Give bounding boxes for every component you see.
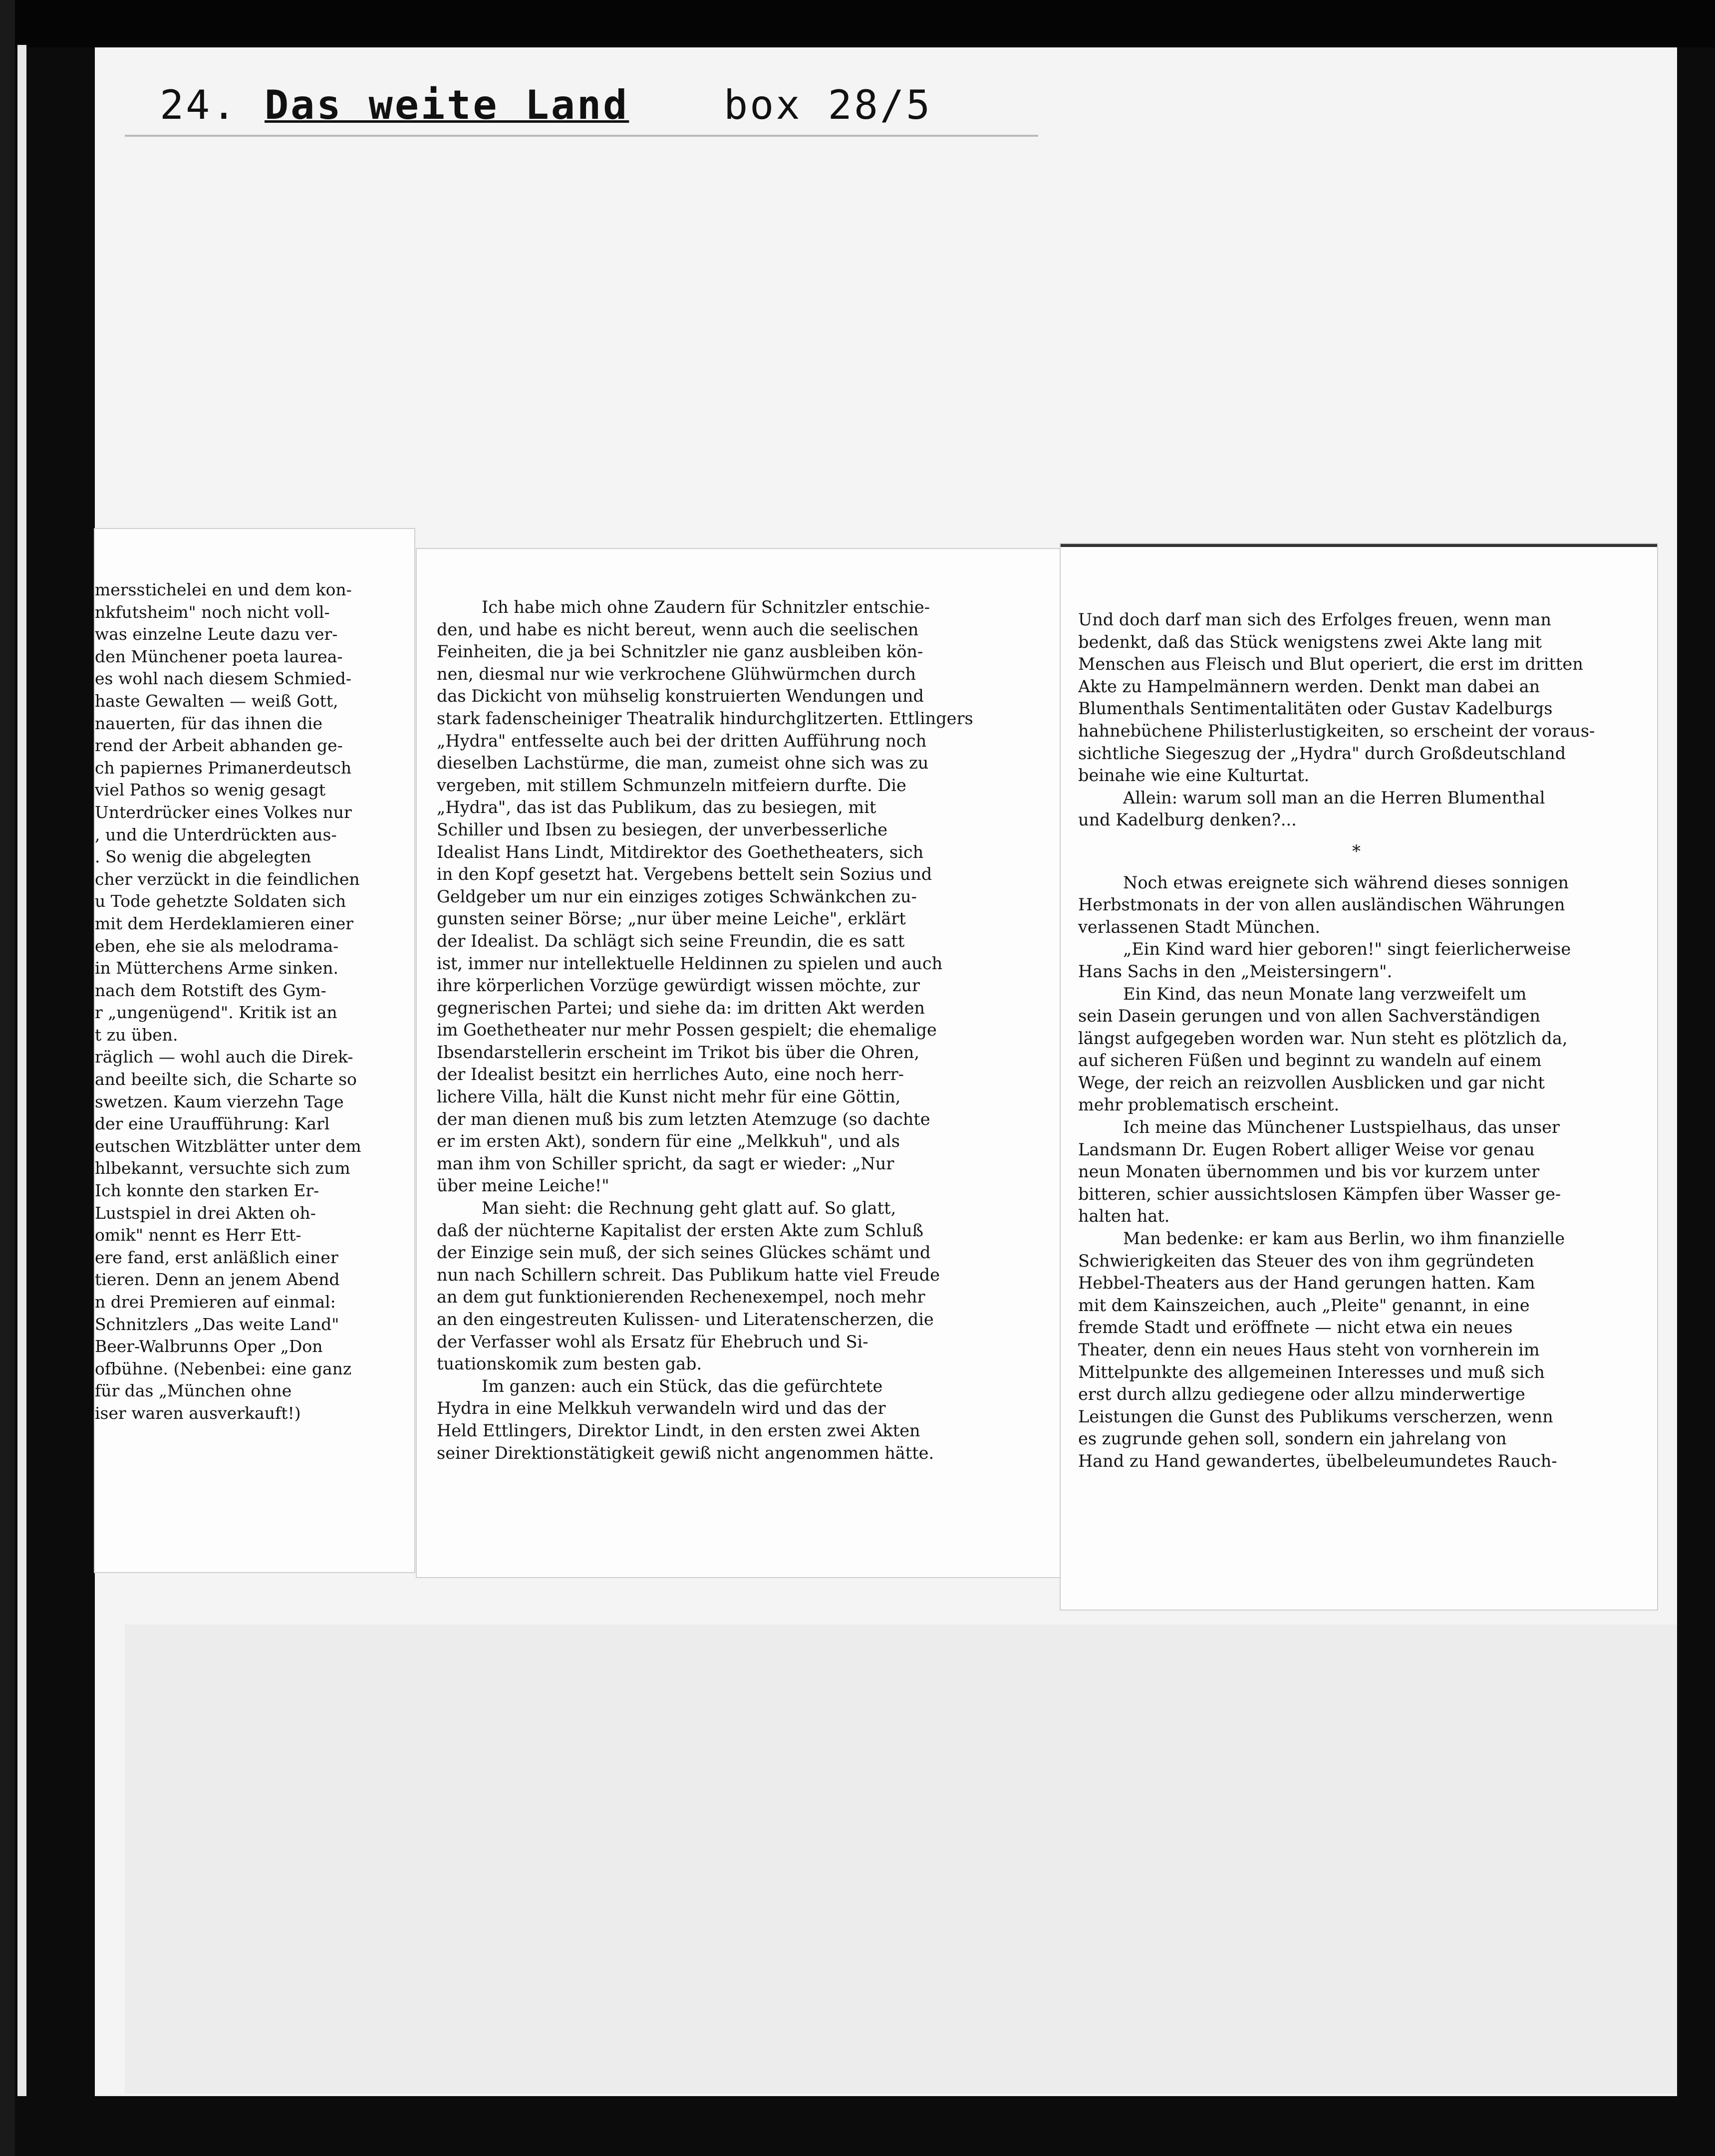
- text-line: swetzen. Kaum vierzehn Tage: [95, 1091, 344, 1111]
- text-line: Held Ettlingers, Direktor Lindt, in den ersten zwei Akten: [437, 1420, 920, 1440]
- text-line: Herbstmonats in der von allen ausländischen Währungen: [1078, 895, 1565, 915]
- text-line: . So wenig die abgelegten: [95, 847, 311, 867]
- text-line: eutschen Witzblätter unter dem: [95, 1136, 361, 1156]
- text-line: räglich — wohl auch die Direk-: [95, 1047, 353, 1067]
- text-line: nun nach Schillern schreit. Das Publikum hatte viel Freude: [437, 1265, 940, 1285]
- text-line: Man sieht: die Rechnung geht glatt auf. So glatt,: [482, 1198, 896, 1218]
- text-line: Wege, der reich an reizvollen Ausblicken und gar nicht: [1078, 1073, 1545, 1092]
- text-line: verlassenen Stadt München.: [1078, 917, 1321, 937]
- text-line: beinahe wie eine Kulturtat.: [1078, 766, 1310, 786]
- text-line: hlbekannt, versuchte sich zum: [95, 1158, 350, 1178]
- text-line: haste Gewalten — weiß Gott,: [95, 691, 338, 711]
- text-line: Hans Sachs in den „Meistersingern".: [1078, 961, 1393, 981]
- text-line: Lustspiel in drei Akten oh-: [95, 1203, 316, 1223]
- text-line: in den Kopf gesetzt hat. Vergebens bettelt sein Sozius und: [437, 864, 932, 884]
- text-line: Ich konnte den starken Er-: [95, 1181, 319, 1201]
- text-line: Schwierigkeiten das Steuer des von ihm gegründeten: [1078, 1251, 1534, 1271]
- text-line: Blumenthals Sentimentalitäten oder Gustav Kadelburgs: [1078, 699, 1553, 719]
- text-line: den, und habe es nicht bereut, wenn auch die seelischen: [437, 619, 919, 639]
- text-line: er im ersten Akt), sondern für eine „Melkkuh", und als: [437, 1131, 900, 1151]
- text-line: Allein: warum soll man an die Herren Blumenthal: [1123, 788, 1545, 808]
- text-line: Menschen aus Fleisch und Blut operiert, die erst im dritten: [1078, 654, 1583, 674]
- text-line: omik" nennt es Herr Ett-: [95, 1225, 301, 1245]
- text-line: Unterdrücker eines Volkes nur: [95, 802, 352, 822]
- text-line: gegnerischen Partei; und siehe da: im dritten Akt werden: [437, 998, 925, 1018]
- text-line: Im ganzen: auch ein Stück, das die gefürchtete: [482, 1376, 883, 1396]
- text-line: neun Monaten übernommen und bis vor kurzem unter: [1078, 1162, 1540, 1182]
- text-line: n drei Premieren auf einmal:: [95, 1292, 336, 1312]
- text-line: für das „München ohne: [95, 1381, 292, 1401]
- text-line: cher verzückt in die feindlichen: [95, 869, 360, 889]
- text-line: erst durch allzu gediegene oder allzu minderwertige: [1078, 1384, 1525, 1404]
- text-line: Feinheiten, die ja bei Schnitzler nie ganz ausbleiben kön-: [437, 642, 923, 662]
- text-line: an dem gut funktionierenden Rechenexempel, noch mehr: [437, 1287, 925, 1307]
- text-line: rend der Arbeit abhanden ge-: [95, 736, 343, 756]
- text-line: der Verfasser wohl als Ersatz für Ehebruch und Si-: [437, 1332, 868, 1351]
- text-line: Mittelpunkte des allgemeinen Interesses und muß sich: [1078, 1362, 1545, 1382]
- text-line: lichere Villa, hält die Kunst nicht mehr für eine Göttin,: [437, 1087, 901, 1107]
- text-line: mersstichelei en und dem kon-: [95, 580, 352, 599]
- text-line: der Idealist. Da schlägt sich seine Freundin, die es satt: [437, 931, 905, 951]
- text-line: auf sicheren Füßen und beginnt zu wandeln auf einem: [1078, 1051, 1542, 1071]
- header-rule: [125, 135, 1038, 137]
- text-line: dieselben Lachstürme, die man, zumeist ohne sich was zu: [437, 753, 929, 773]
- text-line: Theater, denn ein neues Haus steht von vornherein im: [1078, 1340, 1540, 1359]
- text-line: daß der nüchterne Kapitalist der ersten Akte zum Schluß: [437, 1220, 924, 1240]
- text-line: ofbühne. (Nebenbei: eine ganz: [95, 1358, 352, 1378]
- text-line: stark fadenscheiniger Theatralik hindurchglitzerten. Ettlingers: [437, 708, 973, 728]
- text-line: bitteren, schier aussichtslosen Kämpfen über Wasser ge-: [1078, 1184, 1561, 1204]
- text-line: u Tode gehetzte Soldaten sich: [95, 891, 346, 911]
- text-line: tuationskomik zum besten gab.: [437, 1354, 702, 1374]
- text-line: Ich habe mich ohne Zaudern für Schnitzler entschie-: [482, 597, 930, 617]
- text-line: mit dem Herdeklamieren einer: [95, 913, 354, 933]
- text-line: nach dem Rotstift des Gym-: [95, 980, 326, 1000]
- sheet-backing: [125, 1624, 1677, 2094]
- text-line: an den eingestreuten Kulissen- und Literatenscherzen, die: [437, 1310, 934, 1329]
- archive-sheet: [95, 47, 1677, 2096]
- clipping-top-edge: [1061, 544, 1657, 547]
- text-line: Akte zu Hampelmännern werden. Denkt man dabei an: [1078, 676, 1540, 696]
- text-line: „Hydra", das ist das Publikum, das zu besiegen, mit: [437, 798, 876, 817]
- text-line: sichtliche Siegeszug der „Hydra" durch Großdeutschland: [1078, 743, 1566, 763]
- clipping-middle: [417, 549, 1061, 1577]
- text-line: Schnitzlers „Das weite Land": [95, 1314, 339, 1334]
- text-line: Hebbel-Theaters aus der Hand gerungen hatten. Kam: [1078, 1273, 1535, 1293]
- text-line: *: [1352, 841, 1361, 861]
- text-line: viel Pathos so wenig gesagt: [95, 780, 326, 800]
- text-line: es zugrunde gehen soll, sondern ein jahrelang von: [1078, 1429, 1507, 1449]
- text-line: Geldgeber um nur ein einziges zotiges Schwänkchen zu-: [437, 886, 917, 906]
- text-line: hahnebüchene Philisterlustigkeiten, so erscheint der voraus-: [1078, 721, 1595, 741]
- text-line: ch papiernes Primanerdeutsch: [95, 758, 352, 778]
- text-line: Leistungen die Gunst des Publikums verscherzen, wenn: [1078, 1406, 1553, 1426]
- text-line: Hydra in eine Melkkuh verwandeln wird und das der: [437, 1398, 886, 1418]
- text-line: der eine Uraufführung: Karl: [95, 1114, 330, 1134]
- column-left: [95, 579, 387, 1547]
- text-line: Man bedenke: er kam aus Berlin, wo ihm finanzielle: [1123, 1229, 1565, 1249]
- text-line: tieren. Denn an jenem Abend: [95, 1270, 340, 1290]
- column-right: [1078, 609, 1635, 1597]
- text-line: mit dem Kainszeichen, auch „Pleite" genannt, in eine: [1078, 1295, 1530, 1315]
- column-middle: [437, 596, 1031, 1562]
- text-line: bedenkt, daß das Stück wenigstens zwei Akte lang mit: [1078, 632, 1542, 652]
- text-line: es wohl nach diesem Schmied-: [95, 669, 351, 689]
- text-line: ere fand, erst anläßlich einer: [95, 1247, 338, 1267]
- text-line: Schiller und Ibsen zu besiegen, der unverbesserliche: [437, 819, 888, 839]
- text-line: sein Dasein gerungen und von allen Sachverständigen: [1078, 1006, 1540, 1026]
- header-number: 24.: [160, 81, 238, 128]
- text-line: ihre körperlichen Vorzüge gewürdigt wissen möchte, zur: [437, 976, 920, 996]
- text-line: Ich meine das Münchener Lustspielhaus, das unser: [1123, 1117, 1560, 1137]
- text-line: Idealist Hans Lindt, Mitdirektor des Goethetheaters, sich: [437, 842, 924, 862]
- text-line: mehr problematisch erscheint.: [1078, 1095, 1340, 1115]
- text-line: Noch etwas ereignete sich während dieses sonnigen: [1123, 872, 1569, 892]
- text-line: nkfutsheim" noch nicht voll-: [95, 602, 330, 622]
- text-line: was einzelne Leute dazu ver-: [95, 624, 338, 644]
- text-line: fremde Stadt und eröffnete — nicht etwa ein neues: [1078, 1318, 1513, 1338]
- text-line: der Einzige sein muß, der sich seines Glückes schämt und: [437, 1243, 931, 1263]
- text-line: Ibsendarstellerin erscheint im Trikot bis über die Ohren,: [437, 1042, 920, 1062]
- text-line: das Dickicht von mühselig konstruierten Wendungen und: [437, 686, 924, 706]
- text-line: and beeilte sich, die Scharte so: [95, 1070, 357, 1089]
- text-line: „Hydra" entfesselte auch bei der dritten Aufführung noch: [437, 731, 927, 751]
- text-line: Und doch darf man sich des Erfolges freuen, wenn man: [1078, 610, 1551, 629]
- clipping-right: [1061, 544, 1657, 1610]
- text-line: der Idealist besitzt ein herrliches Auto, eine noch herr-: [437, 1065, 904, 1084]
- text-line: r „ungenügend". Kritik ist an: [95, 1003, 337, 1023]
- text-line: über meine Leiche!": [437, 1176, 609, 1196]
- text-line: längst aufgegeben worden war. Nun steht es plötzlich da,: [1078, 1028, 1568, 1048]
- text-line: nen, diesmal nur wie verkrochene Glühwürmchen durch: [437, 664, 916, 684]
- text-line: seiner Direktionstätigkeit gewiß nicht angenommen hätte.: [437, 1443, 934, 1463]
- text-line: man ihm von Schiller spricht, da sagt er wieder: „Nur: [437, 1153, 894, 1173]
- clipping-left: [95, 529, 414, 1572]
- text-line: Hand zu Hand gewandertes, übelbeleumundetes Rauch-: [1078, 1451, 1557, 1471]
- film-edge-left: [0, 0, 15, 2156]
- text-line: halten hat.: [1078, 1206, 1170, 1226]
- header-title: Das weite Land: [265, 81, 629, 128]
- text-line: und Kadelburg denken?...: [1078, 810, 1297, 830]
- text-line: im Goethetheater nur mehr Possen gespielt; die ehemalige: [437, 1020, 937, 1040]
- text-line: , und die Unterdrückten aus-: [95, 824, 337, 844]
- text-line: vergeben, mit stillem Schmunzeln mitfeiern durfte. Die: [437, 775, 906, 795]
- header-box: box 28/5: [724, 81, 932, 128]
- text-line: nauerten, für das ihnen die: [95, 713, 323, 733]
- text-line: der man dienen muß bis zum letzten Atemzuge (so dachte: [437, 1109, 930, 1129]
- text-line: den Münchener poeta laurea-: [95, 646, 343, 666]
- film-edge-top: [0, 0, 1715, 47]
- text-line: „Ein Kind ward hier geboren!" singt feierlicherweise: [1123, 939, 1571, 959]
- adjacent-frame-strip: [17, 45, 26, 2096]
- text-line: Ein Kind, das neun Monate lang verzweifelt um: [1123, 984, 1527, 1004]
- text-line: iser waren ausverkauft!): [95, 1403, 301, 1423]
- text-line: t zu üben.: [95, 1025, 178, 1045]
- text-line: eben, ehe sie als melodrama-: [95, 936, 339, 956]
- text-line: Beer-Walbrunns Oper „Don: [95, 1337, 323, 1356]
- text-line: gunsten seiner Börse; „nur über meine Leiche", erklärt: [437, 909, 906, 929]
- text-line: Landsmann Dr. Eugen Robert alliger Weise vor genau: [1078, 1139, 1535, 1159]
- text-line: ist, immer nur intellektuelle Heldinnen zu spielen und auch: [437, 953, 943, 973]
- text-line: in Mütterchens Arme sinken.: [95, 958, 339, 978]
